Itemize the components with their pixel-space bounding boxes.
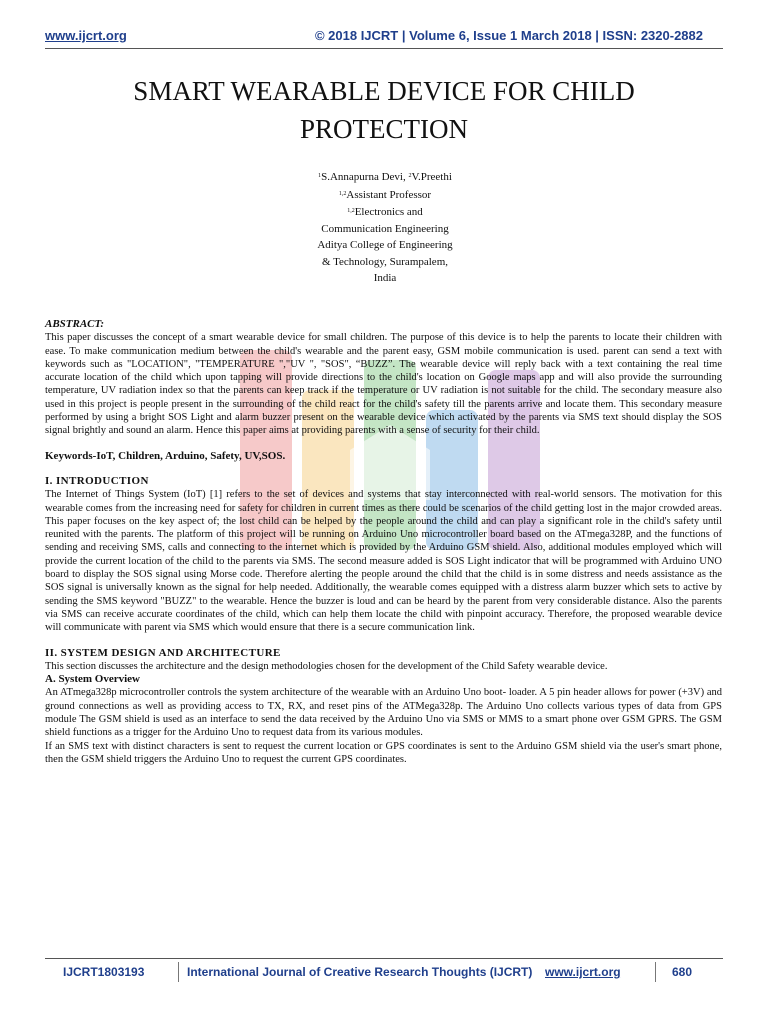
- author-college: Aditya College of Engineering: [317, 239, 453, 251]
- paper-body: [45, 318, 722, 766]
- header-volume-info: © 2018 IJCRT | Volume 6, Issue 1 March 2018 | ISSN: 2320-2882: [314, 28, 703, 43]
- system-overview-heading: A. System Overview: [45, 673, 141, 686]
- footer-rule: [45, 958, 723, 959]
- intro-text: The Internet of Things System (IoT) [1] refers to the set of devices and systems that stay interconnected with real-world sensors. The motivation for this wearable comes from the increasing need for safety for children in current times as there could be scenarios of the child getting lost in the major crowded areas. This paper focuses on the key aspect of; the lost child can be helped by the people around the child and can play a significant role in the child's safety until reunited with the parents. The platform of this project will be running on Arduino Uno microcontroller board based on the ATmega328P, and the functions of sending and receiving SMS, calls and connecting to the internet which is provided by the Arduino GSM shield. Also, additional modules employed which will provide the current location of the child to the parents via SMS. The second measure added is SOS Light indicator that will be programmed with Arduino UNO board to display the SOS signal using Morse code. Therefore alerting the people around the child that the child is in some distress and needs assistance as the SOS signal is universally known as the signal for help needed. Additionally, the wearable comes equipped with a distress alarm buzzer which sets to active by sending the SMS keyword "BUZZ" to the wearable. Hence the buzzer is loud and can be heard by the parent from very considerable distance. Also the parents via SMS can receive accurate coordinates of the child, which can help them locate the child with pinpoint accuracy. Therefore, the proposed wearable device will communicate with parent via SMS which would ensure that there is a secure communication link.: [45, 489, 722, 634]
- footer-site-link[interactable]: www.ijcrt.org: [545, 965, 621, 979]
- page-header: [45, 26, 723, 48]
- footer-divider-2: [655, 962, 656, 982]
- author-dept-text: Electronics and: [354, 206, 423, 218]
- author-role: [220, 186, 550, 204]
- author-country: India: [373, 272, 397, 284]
- author-sup-2: 2: [408, 173, 412, 179]
- header-rule: [45, 48, 723, 49]
- author-dept-2: Communication Engineering: [321, 222, 449, 235]
- intro-heading: I. INTRODUCTION: [45, 474, 149, 487]
- author-names: [220, 168, 550, 186]
- author-role-text: Assistant Professor: [346, 188, 432, 201]
- page-footer: [45, 962, 723, 980]
- author-dept: [220, 203, 550, 221]
- design-heading: II. SYSTEM DESIGN AND ARCHITECTURE: [45, 646, 281, 659]
- footer-journal-name: International Journal of Creative Research Thoughts (IJCRT): [187, 965, 533, 979]
- author-name-1: S.Annapurna Devi,: [321, 171, 409, 183]
- footer-divider-1: [178, 962, 179, 982]
- title-line-2: PROTECTION: [300, 114, 468, 144]
- title-line-1: SMART WEARABLE DEVICE FOR CHILD: [133, 76, 635, 106]
- design-intro: This section discusses the architecture and the design methodologies chosen for the development of the Child Safety wearable device.: [45, 660, 608, 672]
- header-site-link[interactable]: www.ijcrt.org: [45, 28, 127, 43]
- keywords: Keywords-IoT, Children, Arduino, Safety, UV,SOS.: [45, 449, 286, 462]
- author-name-2: V.Preethi: [411, 171, 452, 183]
- author-dept-sup: 1,2: [347, 208, 355, 214]
- abstract-text: This paper discusses the concept of a smart wearable device for small children. The purpose of this device is to help the parents to locate their children with ease. To make communication medium between the child's wearable and the parent easy, GSM mobile communication is used. parent can send a text with keywords such as "LOCATION", "TEMPERATURE ","UV ", "SOS", “BUZZ”. The wearable device will reply back with a text containing the real time accurate location of the child which upon tapping will provide directions to the child's location on Google maps app and will also provide the surrounding temperature, UV radiation index so that the parents can keep track if the temperature or UV radiation is not suitable for the child. The secondary measure also used in this project is people present in the surrounding of the child react for the child's safety till the parents arrive and locate them. This secondary measure performed by using a bright SOS Light and alarm buzzer present on the wearable device which activated by the parents via SMS text should display the SOS signal brightly and sound an alarm. Hence this paper aims at providing parents with a sense of security for their child.: [45, 332, 722, 437]
- author-college-2: & Technology, Surampalem,: [321, 255, 448, 268]
- abstract-heading: ABSTRACT:: [45, 318, 105, 330]
- system-overview-para-2: If an SMS text with distinct characters is sent to request the current location or GPS coordinates is sent to the Arduino GSM shield via the user's smart phone, then the GSM shield triggers the Arduino Uno to request the current GPS coordinates.: [45, 740, 722, 765]
- footer-paper-id: IJCRT1803193: [63, 965, 145, 979]
- paper-title: [40, 72, 728, 148]
- author-sup-1: 1: [318, 173, 322, 179]
- author-block: [220, 168, 550, 287]
- system-overview-para-1: An ATmega328p microcontroller controls the system architecture of the wearable with an Arduino Uno boot- loader. A 5 pin header allows for power (+3V) and ground connections as well as providing access to TX, RX, and reset pins of the ATMega328p. The Arduino Uno collects various types of data from GPS module The GSM shield is used as an interface to send the data received by the Arduino Uno via SMS or MMS to a smart phone over GSM GPRS. The GSM shield functions as a trigger for the Arduino Uno to request data from its various modules.: [45, 687, 722, 739]
- author-role-sup: 1,2: [338, 190, 347, 197]
- footer-page-number: 680: [672, 965, 693, 979]
